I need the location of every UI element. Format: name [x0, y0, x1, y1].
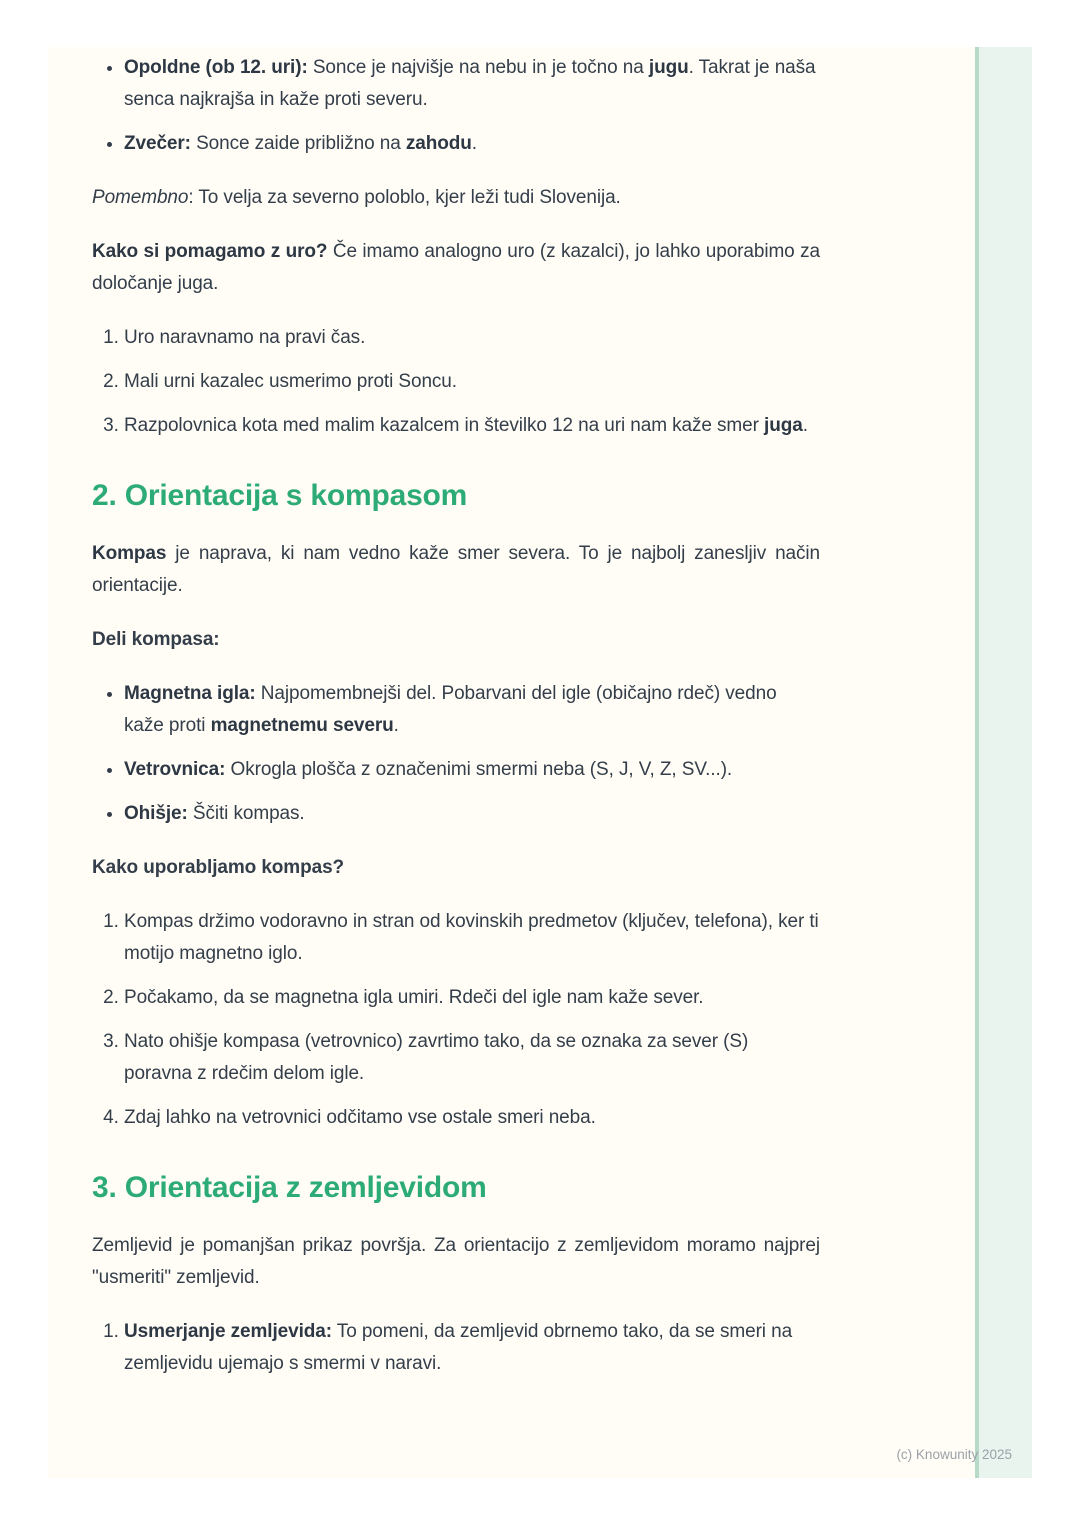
paragraph-text: Če imamo analogno uro (z kazalci), jo lahko uporabimo za določanje juga.	[92, 241, 820, 294]
list-item-text: Nato ohišje kompasa (vetrovnico) zavrtimo tako, da se oznaka za sever (S) poravna z rdečim delom igle.	[124, 1031, 749, 1084]
list-item-text: .	[471, 133, 477, 154]
list-item-text: .	[802, 415, 808, 436]
list-item-lead: Magnetna igla:	[124, 683, 256, 704]
paragraph-text: je naprava, ki nam vedno kaže smer severa. To je najbolj zanesljiv način orientacije.	[92, 543, 820, 596]
list-item	[124, 678, 820, 742]
list-item-text: Sonce je najvišje na nebu in je točno na	[307, 57, 649, 78]
list-item-text: Počakamo, da se magnetna igla umiri. Rdeči del igle nam kaže sever.	[124, 987, 704, 1008]
list-item-emphasis: jugu	[648, 57, 689, 78]
list-item-text: . Takrat je naša senca najkrajša in kaže proti severu.	[124, 57, 816, 110]
list-item-text: Zdaj lahko na vetrovnici odčitamo vse ostale smeri neba.	[124, 1107, 596, 1128]
copyright-watermark: (c) Knowunity 2025	[896, 1447, 1012, 1462]
list-item-text: Okrogla plošča z označenimi smermi neba (S, J, V, Z, SV...).	[225, 759, 733, 780]
sun-orientation-list	[92, 52, 820, 160]
list-item	[124, 1102, 820, 1134]
document-page	[48, 47, 1032, 1478]
compass-parts-label: Deli kompasa:	[92, 629, 220, 650]
map-intro-paragraph: Zemljevid je pomanjšan prikaz površja. Za orientacijo z zemljevidom moramo najprej "usmeriti" zemljevid.	[92, 1235, 820, 1288]
important-note	[92, 182, 820, 214]
list-item	[124, 128, 820, 160]
document-content	[92, 52, 820, 1380]
section-2-heading: 2. Orientacija s kompasom	[92, 479, 468, 512]
list-item	[124, 754, 820, 786]
list-item	[124, 798, 820, 830]
list-item-text: Sonce zaide približno na	[190, 133, 406, 154]
compass-parts-list	[92, 678, 820, 830]
paragraph-lead: Kompas	[92, 543, 167, 564]
list-item-text: To pomeni, da zemljevid obrnemo tako, da se smeri na zemljevidu ujemajo s smermi v naravi.	[124, 1321, 793, 1374]
compass-usage-label: Kako uporabljamo kompas?	[92, 857, 345, 878]
list-item-text: Kompas držimo vodoravno in stran od kovinskih predmetov (ključev, telefona), ker ti motijo magnetno iglo.	[124, 911, 819, 964]
note-text: : To velja za severno poloblo, kjer leži tudi Slovenija.	[188, 187, 621, 208]
list-item	[124, 410, 820, 442]
list-item-text: Uro naravnamo na pravi čas.	[124, 327, 366, 348]
list-item-lead: Usmerjanje zemljevida:	[124, 1321, 332, 1342]
list-item-text: Mali urni kazalec usmerimo proti Soncu.	[124, 371, 457, 392]
clock-method-paragraph	[92, 236, 820, 300]
list-item-emphasis: juga	[764, 415, 803, 436]
list-item	[124, 1026, 820, 1090]
list-item-text: Najpomembnejši del. Pobarvani del igle (običajno rdeč) vedno kaže proti	[124, 683, 777, 736]
list-item-lead: Ohišje:	[124, 803, 188, 824]
list-item-emphasis: zahodu	[405, 133, 472, 154]
list-item-emphasis: magnetnemu severu	[210, 715, 394, 736]
list-item-lead: Vetrovnica:	[124, 759, 226, 780]
list-item	[124, 322, 820, 354]
list-item	[124, 52, 820, 116]
list-item	[124, 982, 820, 1014]
list-item	[124, 1316, 820, 1380]
compass-intro-paragraph	[92, 538, 820, 602]
section-3-heading: 3. Orientacija z zemljevidom	[92, 1171, 487, 1204]
list-item-text: .	[393, 715, 399, 736]
list-item-lead: Zvečer:	[124, 133, 191, 154]
clock-steps-list	[92, 322, 820, 442]
decorative-side-stripe	[975, 47, 1032, 1478]
map-steps-list	[92, 1316, 820, 1380]
list-item-lead: Opoldne (ob 12. uri):	[124, 57, 308, 78]
compass-usage-steps-list	[92, 906, 820, 1134]
list-item-text: Ščiti kompas.	[187, 803, 305, 824]
paragraph-lead: Kako si pomagamo z uro?	[92, 241, 328, 262]
list-item	[124, 366, 820, 398]
list-item-text: Razpolovnica kota med malim kazalcem in številko 12 na uri nam kaže smer	[124, 415, 765, 436]
list-item	[124, 906, 820, 970]
note-lead: Pomembno	[92, 187, 189, 208]
